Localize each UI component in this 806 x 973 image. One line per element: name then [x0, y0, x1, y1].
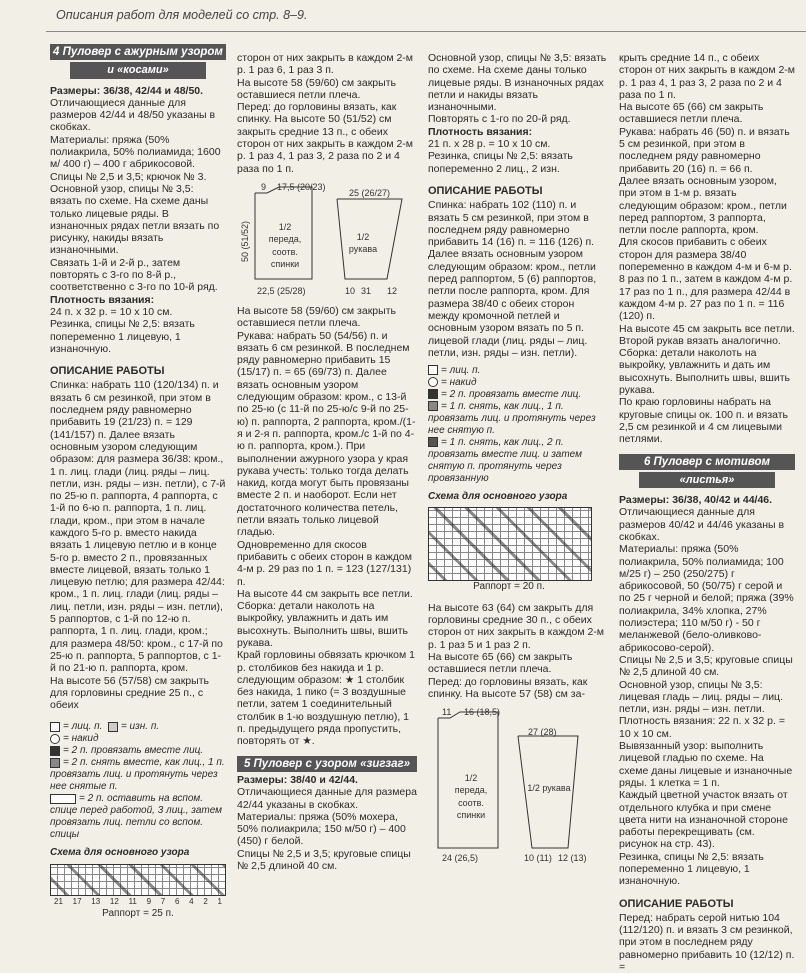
materials-6: Материалы: пряжа (50% полиакрила, 50% полиамида; 100 м/25 г) – 250 (250/275) г абрикосовой, 50 (50/75) г серой и по 25 г черной и белой; пряжа (39% полиакрила, 34% хлопка, 27% полиэстера; 110 м/50 г) - 50 г меланжевой (бело-оливково-абрикосово-серой).: [619, 543, 794, 654]
column-2: [237, 52, 417, 872]
dim-label: 22,5 (25/28): [257, 285, 306, 296]
legend-item: = 2 п. оставить на вспом. спице перед работой, 3 лиц., затем провязать лиц. петли со вспом. спицы: [50, 793, 223, 841]
piece-label: 1/2 переда, соотв. спинки: [268, 221, 302, 269]
dim-label: 12: [387, 285, 398, 296]
desc-title-6: ОПИСАНИЕ РАБОТЫ: [619, 897, 734, 910]
dim-label: 27 (28): [528, 727, 557, 738]
dim-label: 31: [361, 285, 372, 296]
sleeve-close: На высоте 44 см закрыть все петли.: [237, 587, 413, 600]
legend-item: = накид: [50, 733, 226, 745]
legend-item: = 2 п. провязать вместе лиц.: [50, 745, 226, 757]
yarn-over-icon: [50, 734, 60, 744]
purl-symbol-icon: [108, 722, 118, 732]
scheme-chart-5: [428, 507, 592, 581]
desc-title-5: ОПИСАНИЕ РАБОТЫ: [428, 184, 543, 197]
sleeve-description: Рукава: набрать 50 (54/56) п. и вязать 6 см резинкой. В последнем ряду равномерно прибавить 15 (15/17) п. = 65 (69/73) п. Далее вязать основным узором следующим образом: кром., с 13-й по 25-ю (с 11-й по 25-ю/с 9-й по 25-ю) п. раппорта, 2 раппорта, кром./(1-я и 2-я п. раппорта, кром./с 1-й по 4-ю п. раппорта, кром.). При выполнении ажурного узора у края рукава учесть: только тогда делать накид, когда могут быть провязаны вместе 2 п. и наоборот. Если нет достаточного количества петель, петли вязать только лицевой гладью.: [237, 329, 416, 539]
density-label-5: Плотность вязания:: [428, 125, 533, 138]
piece-label: 1/2 переда, соотв. спинки: [454, 773, 488, 820]
sizes: Размеры: 36/38, 42/44 и 48/50.: [50, 84, 204, 97]
sizes-note: Отличающиеся данные для размеров 42/44 и 48/50 указаны в скобках.: [50, 96, 216, 134]
legend: [50, 721, 226, 841]
header-rule: [46, 31, 806, 32]
dim-label: 50 (51/52): [240, 220, 250, 262]
rib: Резинка, спицы № 2,5: вязать попеременно 1 лицевую, 1 изнаночную.: [50, 318, 195, 355]
column-3: [428, 52, 608, 866]
edge-4: По краю горловины набрать на круговые спицы ок. 100 п. и вязать 2,5 см резинкой и 4 см лицевыми петлями.: [619, 396, 789, 446]
rib-6: Резинка, спицы № 2,5: вязать попеременно 1 лицевую, 1 изнаночную.: [619, 850, 764, 888]
rib-5: Резинка, спицы № 2,5: вязать попеременно 2 лиц., 2 изн.: [428, 150, 573, 175]
main-pattern: Основной узор, спицы № 3,5: вязать по схеме. На схеме даны только лицевые ряды. В изнаночных рядах петли вязать по рисунку, накиды вязать изнаночными.: [50, 182, 220, 257]
front-6: Перед: набрать серой нитью 104 (112/120) п. и вязать 3 см резинкой, при этом в последнем ряду равномерно прибавить 10 (12/12) п. =: [619, 911, 795, 973]
piece-label: 1/2 рукава: [348, 231, 378, 255]
inlay-6: Вывязанный узор: выполнить лицевой гладью по схеме. На схеме даны лицевые и изнаночные ряды. 1 клетка = 1 п.: [619, 740, 793, 789]
scheme-chart: [50, 864, 226, 896]
density: 24 п. х 32 р. = 10 х 10 см.: [50, 305, 173, 318]
dim-label: 17,5 (20/23): [277, 181, 326, 192]
section-5-title: 5 Пуловер с узором «зигзаг»: [237, 756, 417, 772]
scheme-title-5: Схема для основного узора: [428, 491, 568, 503]
repeat-5: Повторять с 1-го по 20-й ряд.: [428, 113, 571, 126]
sleeve-close-4: На высоте 45 см закрыть все петли. Второй рукав вязать аналогично.: [619, 322, 795, 347]
sleeve-4: Рукава: набрать 46 (50) п. и вязать 5 см резинкой, при этом в последнем ряду равномерно прибавить 20 (16) п. = 66 п.: [619, 125, 790, 175]
sizes-note-5: Отличающиеся данные для размера 42/44 указаны в скобках.: [237, 786, 417, 811]
scheme-title: Схема для основного узора: [50, 847, 190, 859]
further-4: Далее вязать основным узором, при этом в 1-м р. вязать следующим образом: кром., петли перед раппортом, 3 раппорта, петли после раппорта, кром.: [619, 174, 787, 237]
column-4: [619, 52, 795, 973]
k2tog-icon: [428, 389, 438, 399]
rapport-label: Раппорт = 25 п.: [102, 908, 174, 920]
k2tog-icon: [50, 746, 60, 756]
sizes-6: Размеры: 36/38, 40/42 и 44/46.: [619, 494, 773, 507]
skpo-icon: [428, 401, 438, 411]
colors-6: Каждый цветной участок вязать от отдельного клубка и при смене цвета нити на изнаночной стороне работы перекрещивать (см. рисунок на стр. 43).: [619, 789, 788, 851]
shoulder-close-2: На высоте 58 (59/60) см закрыть оставшиеся петли плеча.: [237, 304, 396, 330]
bevel: Одновременно для скосов прибавить с обеих сторон в каждом 4-м р. 29 раз по 1 п. = 123 (127/131) п.: [237, 538, 412, 588]
legend-item: = лиц. п. = изн. п.: [50, 721, 226, 733]
skpo-icon: [50, 758, 60, 768]
shoulder-4: На высоте 65 (66) см закрыть оставшиеся петли плеча.: [619, 101, 764, 126]
pattern-diagram-4: [237, 181, 417, 299]
dim-label: 25 (26/27): [349, 187, 391, 198]
dim-label: 10: [345, 285, 356, 296]
density-6: Плотность вязания: 22 п. х 32 р. = 10 х 10 см.: [619, 715, 785, 740]
cable-icon: [50, 794, 76, 804]
intro: сторон от них закрыть в каждом 2-м р. 1 раз 6, 1 раз 3 п.: [237, 52, 414, 77]
front-description: Перед: до горловины вязать, как спинку. На высоте 50 (51/52) см закрыть средние 13 п., с обеих сторон от них закрыть в каждом 2-м р. 1 раз 4, 1 раз 3, 2 раза по 2 и 4 раза по 1 п.: [237, 101, 414, 175]
bevel-4: Для скосов прибавить с обеих сторон для размера 38/40 попеременно в каждом 4-м и 6-м р. 8 раз по 1 п., затем в каждом 4-м р. 17 раз по 1 п., для размера 42/44 в каждом 4-м р. 27 раз по 1 п. = 116 (120) п.: [619, 236, 793, 323]
sk2po-icon: [428, 437, 438, 447]
section-4-title: 4 Пуловер с ажурным узором: [50, 44, 226, 60]
dim-label: 9: [261, 181, 267, 192]
page-header: Описания работ для моделей со стр. 8–9.: [56, 8, 308, 22]
assembly-4: Сборка: детали наколоть на выкройку, увлажнить и дать им высохнуть. Выполнить швы, вшить рукава.: [619, 347, 790, 397]
knit-symbol-icon: [428, 365, 438, 375]
materials: Материалы: пряжа (50% полиакрила, 50% полиамида; 1600 м/ 400 г) – 400 г абрикосовой.: [50, 133, 221, 171]
repeat: Связать 1-й и 2-й р., затем повторять с 3-го по 8-й р., соответственно с 3-го по 10-й ряд.: [50, 256, 218, 294]
intro-4: крыть средние 14 п., с обеих сторон от них закрыть в каждом 2-м р. 1 раз 4, 1 раз 3, 2 раза по 2 и 4 раза по 1 п.: [619, 52, 796, 101]
dim-label: 24 (26,5): [442, 853, 479, 864]
sizes-5: Размеры: 38/40 и 42/44.: [237, 773, 358, 786]
needles-5: Спицы № 2,5 и 3,5; круговые спицы № 2,5 длиной 40 см.: [237, 847, 411, 873]
neck-description: На высоте 56 (57/58) см закрыть для горловины средние 25 п., с обеих: [50, 674, 209, 712]
pattern-diagram-5: [428, 706, 608, 866]
scheme-numbers: 21 17 13 12 11 9 7 6 4 2 1: [54, 896, 222, 906]
density-label: Плотность вязания:: [50, 293, 155, 306]
yarn-over-icon: [428, 377, 438, 387]
dim-label: 11: [442, 707, 452, 718]
needles-6: Спицы № 2,5 и 3,5; круговые спицы № 2,5 длиной 40 см.: [619, 653, 793, 679]
dim-label: 10 (11): [524, 853, 552, 864]
density-5: 21 п. х 28 р. = 10 х 10 см.: [428, 138, 551, 151]
edge: Край горловины обвязать крючком 1 р. столбиков без накида и 1 р. следующим образом: ★ 1 столбик без накида, 1 пико (= 3 воздушные петли, затем 1 соединительный столбик в 1-ю воздушную петлю), 1 п. предыдущего ряда пропустить, повторять от ★.: [237, 649, 415, 748]
dim-label: 12 (13): [558, 853, 587, 864]
neck-5: На высоте 63 (64) см закрыть для горловины средние 30 п., с обеих сторон от них закрыть в каждом 2-м р. 1 раз 5 и 1 раз 2 п.: [428, 601, 605, 651]
section-4-subtitle: и «косами»: [70, 62, 206, 78]
legend-item: = 2 п. снять вместе, как лиц., 1 п. провязать лиц. и протянуть через нее снятые п.: [50, 757, 225, 793]
back-description: Спинка: набрать 110 (120/134) п. и вязать 6 см резинкой, при этом в последнем ряду равномерно прибавить 19 (21/23) п. = 129 (141/157) п. Далее вязать основным узором следующим образом: для размера 36/38: кром., 1 п. лиц. глади (лиц. ряды – лиц. петли, изн. ряды – изн. петли), с 7-й по 25-ю п. раппорта, 4 раппорта, с 1-й по 6-ю п. раппорта, 1 п. лиц. глади, кром., при этом в начале каждого 5-го р. вместо накида вязать 1 лицевую петлю и в конце 5-го р. вместо 2 п., провязанных вместе лицевой, вязать только 1 лицевую петлю; для размера 42/44: кром., 1 п. лиц. глади (лиц. ряды – лиц. петли, изн. ряды – изн. петли), 5 раппортов, с 1-й по 12-ю п. раппорта, 1 п. лиц. глади, кром.; для размера 48/50: кром., с 17-й по 25-ю п. раппорта, 5 раппортов, с 1-й по 21-ю п. раппорта, кром.: [50, 379, 226, 675]
shoulder-close: На высоте 58 (59/60) см закрыть оставшиеся петли плеча.: [237, 76, 396, 101]
main-pattern-5: Основной узор, спицы № 3,5: вязать по схеме. На схеме даны только лицевые ряды. В изнаночных рядах петли и накиды вязать изнаночными.: [428, 52, 607, 114]
front-5: Перед: до горловины вязать, как спинку. На высоте 57 (58) см за-: [428, 675, 588, 700]
knit-symbol-icon: [50, 722, 60, 732]
materials-5: Материалы: пряжа (50% мохера, 50% полиакрила; 150 м/50 г) – 400 (450) г белой.: [237, 810, 406, 848]
shoulder-5: На высоте 65 (66) см закрыть оставшиеся петли плеча.: [428, 650, 573, 676]
main-6: Основной узор, спицы № 3,5: лицевая гладь – лиц. ряды – лиц. петли, изн. ряды – изн. петли.: [619, 678, 783, 716]
piece-label: 1/2 рукава: [527, 783, 571, 794]
legend-5: = лиц. п. = накид = 2 п. провязать вместе лиц. = 1 п. снять, как лиц., 1 п. провязать лиц. и протянуть через нее снятую п. = 1 п. снять, как лиц., 2 п. провязать вместе лиц. и затем снятую п. протянуть через провязанную: [428, 365, 596, 485]
chart-pattern: [51, 865, 225, 895]
back-5: Спинка: набрать 102 (110) п. и вязать 5 см резинкой, при этом в последнем ряду равномерно прибавить 14 (16) п. = 116 (126) п. Далее вязать основным узором следующим образом: кром., петли перед раппортом, 5 (6) раппортов, петли после раппорта, кром. Для размера 38/40 с обеих сторон между кромочной петлей и основным узором вязать по 5 п. лицевой глади (лиц. ряды – лиц. петли, изн. ряды – изн. петли).: [428, 199, 597, 359]
needles: Спицы № 2,5 и 3,5; крючок № 3.: [50, 170, 207, 183]
column-1: [50, 40, 226, 920]
desc-title: ОПИСАНИЕ РАБОТЫ: [50, 365, 165, 378]
assembly: Сборка: детали наколоть на выкройку, увлажнить и дать им высохнуть. Выполнить швы, вшить рукава.: [237, 600, 408, 649]
rapport-label-5: Раппорт = 20 п.: [473, 581, 545, 593]
section-6-title: 6 Пуловер с мотивом: [619, 454, 795, 470]
section-6-subtitle: «листья»: [639, 472, 775, 488]
dim-label: 16 (18,5): [464, 707, 501, 718]
sizes-note-6: Отличающиеся данные для размеров 40/42 и 44/46 указаны в скобках.: [619, 506, 785, 543]
